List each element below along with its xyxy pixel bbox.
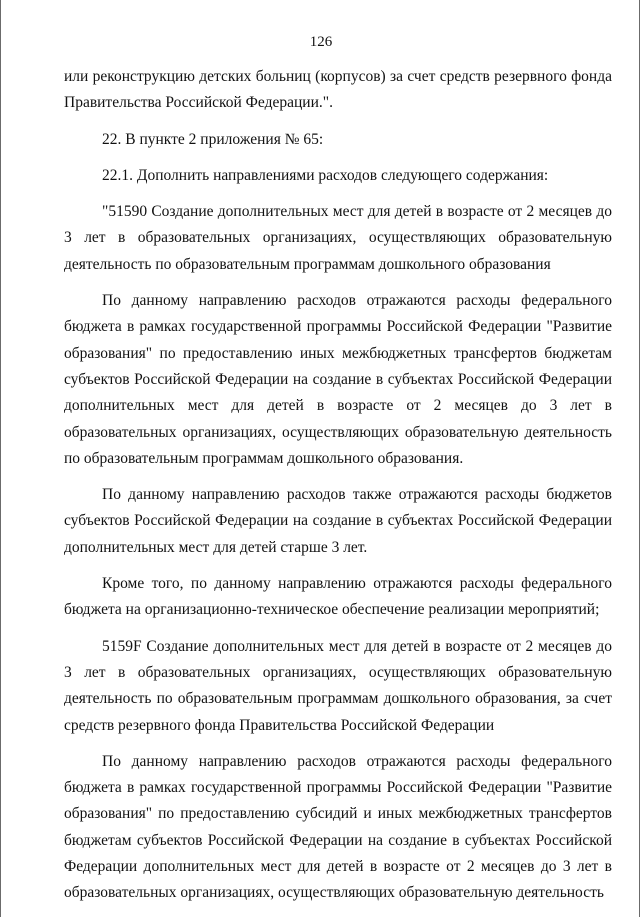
paragraph-continuation: или реконструкцию детских больниц (корпусов) за счет средств резервного фонда Правительства Российской Федерации.". [64, 68, 612, 112]
paragraph-item-22: 22. В пункте 2 приложения № 65: [102, 130, 324, 148]
document-body [64, 64, 612, 907]
paragraph-code-51590: "51590 Создание дополнительных мест для детей в возрасте от 2 месяцев до 3 лет в образовательных организациях, осуществляющих образовательную деятельность по образовательным программам дошкольного образования [64, 203, 612, 273]
page-number: 126 [309, 34, 333, 50]
paragraph-description-1: По данному направлению расходов отражаются расходы федерального бюджета в рамках государственной программы Российской Федерации "Развитие образования" по предоставлению иных межбюджетных трансфертов бюджетам субъектов Российской Федерации на создание в субъектах Российской Федерации дополнительных мест для детей в возрасте от 2 месяцев до 3 лет в образовательных организациях, осуществляющих образовательную деятельность по образовательным программам дошкольного образования. [64, 292, 612, 467]
paragraph-code-5159f: 5159F Создание дополнительных мест для детей в возрасте от 2 месяцев до 3 лет в образовательных организациях, осуществляющих образовательную деятельность по образовательным программам дошкольного образования, за счет средств резервного фонда Правительства Российской Федерации [64, 637, 612, 734]
paragraph-item-22-1: 22.1. Дополнить направлениями расходов следующего содержания: [102, 166, 549, 184]
paragraph-description-3: Кроме того, по данному направлению отражаются расходы федерального бюджета на организационно-техническое обеспечение реализации мероприятий; [64, 575, 612, 619]
paragraph-description-4: По данному направлению расходов отражаются расходы федерального бюджета в рамках государственной программы Российской Федерации "Развитие образования" по предоставлению субсидий и иных межбюджетных трансфертов бюджетам субъектов Российской Федерации на создание в субъектах Российской Федерации дополнительных мест для детей в возрасте от 2 месяцев до 3 лет в образовательных организациях, осуществляющих образовательную деятельность [64, 752, 612, 902]
paragraph-description-2: По данному направлению расходов также отражаются расходы бюджетов субъектов Российской Федерации на создание в субъектах Российской Федерации дополнительных мест для детей старше 3 лет. [64, 486, 612, 556]
